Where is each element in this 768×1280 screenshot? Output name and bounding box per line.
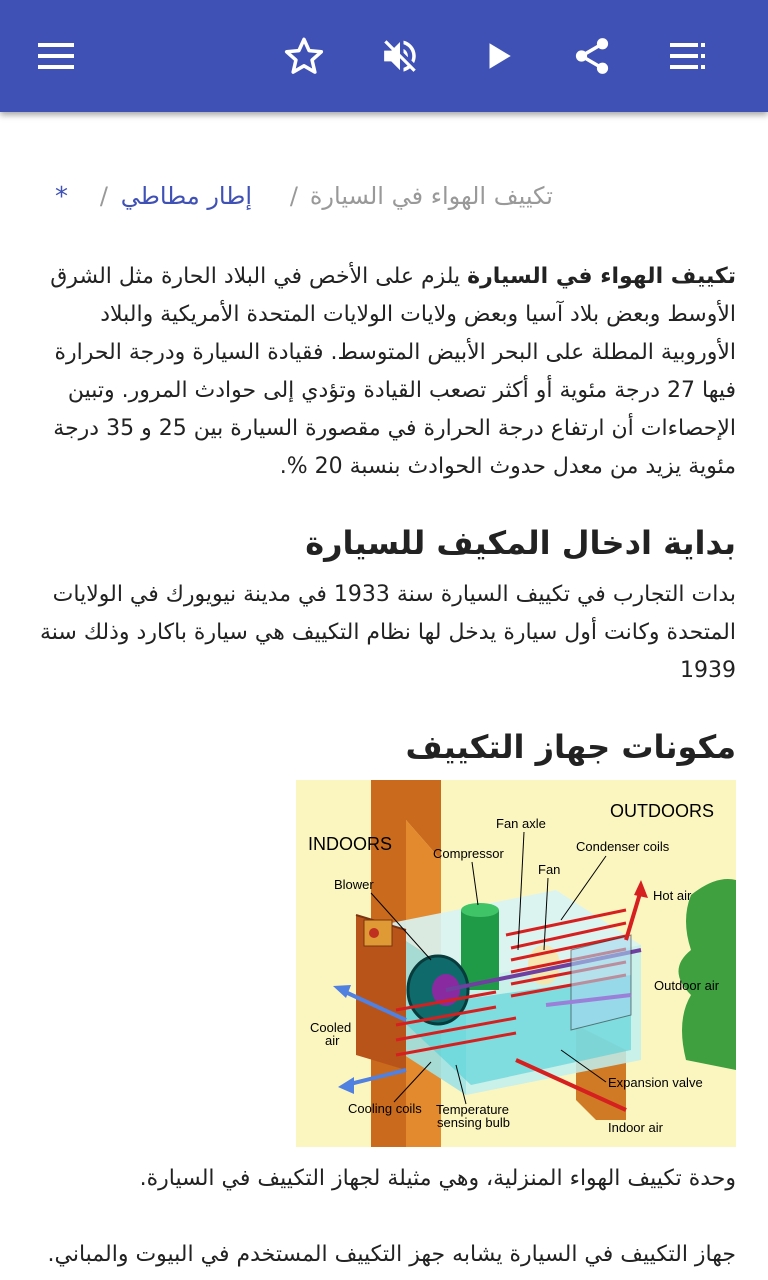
breadcrumb [0,182,768,222]
label-outdoor-air: Outdoor air [654,978,720,993]
label-indoor-air: Indoor air [608,1120,663,1135]
label-hot-air: Hot air [653,888,692,903]
label-temp-bulb-line1: Temperature [436,1102,509,1117]
label-temp-bulb-line2: sensing bulb [437,1115,510,1130]
label-cooled-air-line1: Cooled [310,1020,352,1035]
label-blower: Blower [334,877,374,892]
contents-list-icon[interactable] [660,28,716,84]
figure-caption: وحدة تكييف الهواء المنزلية، وهي مثيلة لجهاز التكييف في السيارة. [139,1166,736,1191]
article-content [0,112,768,1280]
start-paragraph: بدات التجارب في تكييف السيارة سنة 1933 في مدينة نيويورك في الولايات المتحدة وكانت أول سيارة يدخل لها نظام التكييف هي سيارة باكارد وذلك سنة 1939 [40,582,736,683]
label-fan: Fan [538,862,561,877]
section-heading-start: بداية ادخال المكيف للسيارة [305,524,736,562]
breadcrumb-root-link[interactable]: * [55,182,68,212]
section-heading-components: مكونات جهاز التكييف [405,728,736,766]
play-icon[interactable] [470,28,526,84]
closing-paragraph: جهاز التكييف في السيارة يشابه جهز التكييف المستخدم في البيوت والمباني. [47,1242,736,1267]
breadcrumb-parent-link[interactable]: إطار مطاطي [120,182,252,210]
breadcrumb-separator: / [99,182,108,210]
label-indoors: INDOORS [308,834,393,854]
label-expansion-valve: Expansion valve [608,1075,703,1090]
favorite-star-icon[interactable] [276,28,332,84]
air-conditioner-diagram[interactable] [296,780,736,1147]
hamburger-menu-icon[interactable] [28,28,84,84]
label-outdoors: OUTDOORS [610,801,715,821]
intro-bold-term: تكييف الهواء في السيارة [467,264,736,289]
breadcrumb-separator: / [289,182,298,210]
intro-text: يلزم على الأخص في البلاد الحارة مثل الشرق الأوسط وبعض بلاد آسيا وبعض ولايات الولايات المتحدة الأمريكية والبلاد الأوروبية المطلة على البحر الأبيض المتوسط. فقيادة السيارة ودرجة الحرارة فيها 27 درجة مئوية أو أكثر تصعب القيادة وتؤدي إلى حوادث المرور. وتبين الإحصاءات أن ارتفاع درجة الحرارة في مقصورة السيارة بين 25 و 35 درجة مئوية يزيد من معدل حدوث الحوادث بنسبة 20 %. [50,264,736,479]
label-fan-axle: Fan axle [496,816,546,831]
mute-icon[interactable] [372,28,428,84]
breadcrumb-current: تكييف الهواء في السيارة [309,182,553,210]
label-cooling-coils: Cooling coils [348,1101,422,1116]
label-cooled-air-line2: air [325,1033,340,1048]
label-condenser-coils: Condenser coils [576,839,670,854]
app-bar [0,0,768,112]
intro-paragraph [32,258,736,486]
label-compressor: Compressor [433,846,504,861]
share-icon[interactable] [564,28,620,84]
